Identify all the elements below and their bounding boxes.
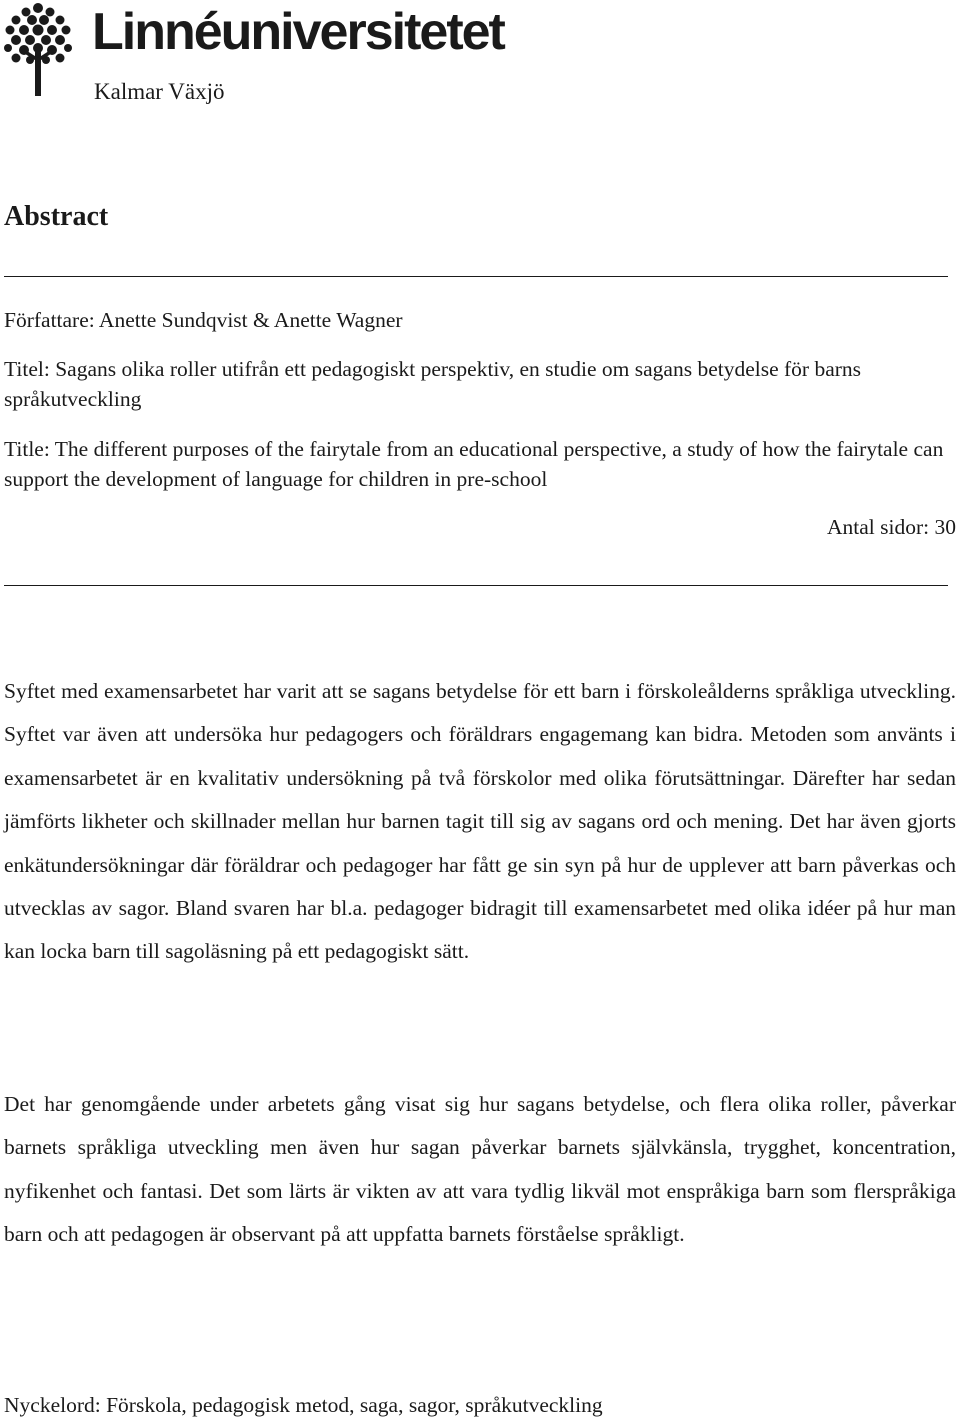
page-count: Antal sidor: 30 <box>827 515 956 539</box>
campus-label: Kalmar Växjö <box>94 79 225 104</box>
abstract-heading: Abstract <box>4 201 109 232</box>
abstract-paragraph-1: Syftet med examensarbetet har varit att se sagans betydelse för ett barn i förskoleålderns språkliga utveckling. Syftet var även att undersöka hur pedagogers och föräldrars engagemang kan bidra. Metoden som använts i examensarbetet är en kvalitativ undersökning på två förskolor med olika förutsättningar. Därefter har sedan jämförts likheter och skillnader mellan hur barnen tagit till sig av sagans ord och mening. Det har även gjorts enkätundersökningar där föräldrar och pedagoger har fått ge sin syn på hur de upplever att barn påverkas och utvecklas av sagor. Bland svaren har bl.a. pedagoger bidragit till examensarbetet med olika idéer på hur man kan locka barn till sagoläsning på ett pedagogiskt sätt. <box>4 679 956 964</box>
authors-line: Författare: Anette Sundqvist & Anette Wagner <box>4 308 403 332</box>
abstract-paragraph-2: Det har genomgående under arbetets gång visat sig hur sagans betydelse, och flera olika roller, påverkar barnets språkliga utveckling men även hur sagan påverkar barnets självkänsla, trygghet, koncentration, nyfikenhet och fantasi. Det som lärts är vikten av att vara tydlig likväl mot enspråkiga barn som flerspråkiga barn och att pedagogen är observant på att uppfatta barnets förståelse språkligt. <box>4 1092 956 1247</box>
keywords-line: Nyckelord: Förskola, pedagogisk metod, saga, sagor, språkutveckling <box>4 1393 603 1417</box>
divider-top <box>4 276 948 277</box>
tree-logo-icon <box>2 0 74 100</box>
title-swedish: Titel: Sagans olika roller utifrån ett pedagogiskt perspektiv, en studie om sagans betydelse för barns språkutveckling <box>4 357 862 411</box>
university-logo-text: Linnéuniversitetet <box>92 3 504 61</box>
divider-bottom <box>4 585 948 586</box>
title-english: Title: The different purposes of the fairytale from an educational perspective, a study of how the fairytale can support the development of language for children in pre-school <box>4 437 944 491</box>
